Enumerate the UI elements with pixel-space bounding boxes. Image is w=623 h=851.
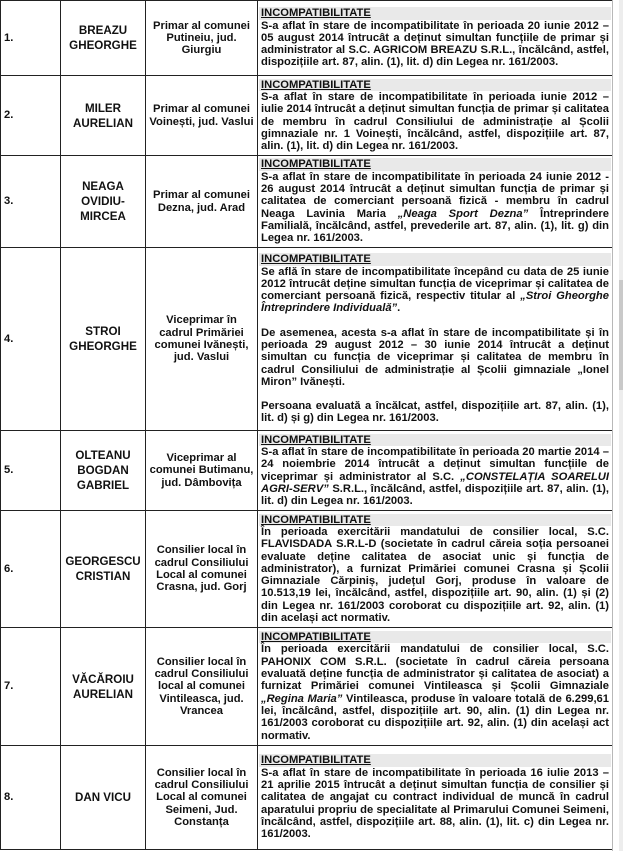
firm-name: „Stroi Gheorghe Întreprindere Individuală” <box>261 290 609 315</box>
firm-name: „Neaga Sport Dezna” <box>397 207 529 220</box>
row-number: 2. <box>1 76 61 156</box>
table-row <box>1 1 613 76</box>
finding-cell <box>258 248 613 431</box>
person-name: NEAGA OVIDIU-MIRCEA <box>61 156 146 248</box>
row-number: 4. <box>1 248 61 431</box>
finding-paragraph-1: Se află în stare de incompatibilitate începând cu data de 25 iunie 2012 întrucât deține simultan funcția de viceprimar și calitatea de comerciant persoană fizică, respectiv titular al „Stroi Gheorghe Întreprindere Individuală”. <box>261 265 609 315</box>
finding-title: INCOMPATIBILITATE <box>259 158 611 170</box>
person-name: STROI GHEORGHE <box>61 248 146 431</box>
finding-cell <box>258 431 613 511</box>
school-name: „Regina Maria” <box>261 692 343 705</box>
person-function: Primar al comunei Putineiu, jud. Giurgiu <box>146 1 258 76</box>
finding-paragraph-2: De asemenea, acesta s-a aflat în stare de incompatibilitate și în perioada 29 august 2012 – 30 iunie 2014 întrucât a deținut simultan cu funcția de viceprimar și calitatea de membru în cadrul Consiliului de administrație al Școlii gimnaziale „Ionel Miron” Ivănești. <box>261 326 609 388</box>
table-row <box>1 628 613 746</box>
finding-text: S-a aflat în stare de incompatibilitate în perioada 20 martie 2014 – 24 noiembrie 2014 întrucât a deținut simultan funcțiile de viceprimar și administrator al S.C. „CONSTELAȚIA SOARELUI AGRI-SERV” S.R.L., încălcând, astfel, dispozițiile art. 87, alin. (1), lit. d) din Legea nr. 161/2003. <box>261 445 609 508</box>
finding-title: INCOMPATIBILITATE <box>259 79 611 91</box>
row-number: 8. <box>1 746 61 850</box>
firm-name: „CONSTELAȚIA SOARELUI AGRI-SERV” <box>261 470 609 495</box>
person-function: Consilier local în cadrul Consiliului Local al comunei Crasna, jud. Gorj <box>146 511 258 628</box>
finding-title: INCOMPATIBILITATE <box>259 253 611 265</box>
row-number: 1. <box>1 1 61 76</box>
window-edge <box>619 0 623 851</box>
table-row <box>1 76 613 156</box>
row-number: 7. <box>1 628 61 746</box>
finding-cell <box>258 628 613 746</box>
table-row <box>1 431 613 511</box>
finding-text: În perioada exercitării mandatului de consilier local, S.C. PAHONIX COM S.R.L. (societate în cadrul căreia persoana evaluată deține funcția de administrator și calitatea de asociat) a furnizat Primăriei comunei Vintileasca și Școlii Gimnaziale „Regina Maria” Vintileasca, produse în valoare totală de 6.299,61 lei, încălcând, astfel, dispozițiile art. 90, alin. (1) din Legea nr. 161/2003 coroborat cu dispozițiile art. 92, alin. (1) din același act normativ. <box>261 643 609 742</box>
table-row <box>1 248 613 431</box>
person-name: MILER AURELIAN <box>61 76 146 156</box>
person-function: Consilier local în cadrul Consiliului Local al comunei Seimeni, Jud. Constanța <box>146 746 258 850</box>
table-row <box>1 156 613 248</box>
finding-cell <box>258 76 613 156</box>
finding-cell <box>258 511 613 628</box>
finding-cell <box>258 1 613 76</box>
finding-title: INCOMPATIBILITATE <box>259 631 611 643</box>
row-number: 3. <box>1 156 61 248</box>
finding-title: INCOMPATIBILITATE <box>259 754 611 766</box>
finding-title: INCOMPATIBILITATE <box>259 434 611 446</box>
finding-text: S-a aflat în stare de incompatibilitate în perioada iunie 2012 – iulie 2014 întrucât a deținut simultan funcția de primar și calitatea de membru în cadrul Consiliului de administrație al Școlii gimnaziale nr. 1 Voinești, încălcând, astfel, dispozițiile art. 87, alin. (1), lit. d) din Legea nr. 161/2003. <box>261 90 609 153</box>
person-function: Viceprimar în cadrul Primăriei comunei Ivănești, jud. Vaslui <box>146 248 258 431</box>
person-name: VĂCĂROIU AURELIAN <box>61 628 146 746</box>
person-name: BREAZU GHEORGHE <box>61 1 146 76</box>
finding-title: INCOMPATIBILITATE <box>259 514 611 526</box>
finding-cell <box>258 156 613 248</box>
person-function: Primar al comunei Dezna, jud. Arad <box>146 156 258 248</box>
finding-cell <box>258 746 613 850</box>
table-row <box>1 746 613 850</box>
table-row <box>1 511 613 628</box>
row-number: 6. <box>1 511 61 628</box>
finding-paragraph-3: Persoana evaluată a încălcat, astfel, dispozițiile art. 87, alin. (1), lit. d) și g) din Legea nr. 161/2003. <box>261 400 609 425</box>
person-name: OLTEANU BOGDAN GABRIEL <box>61 431 146 511</box>
scroll-thumb[interactable] <box>619 280 623 390</box>
finding-text: S-a aflat în stare de incompatibilitate în perioada 24 iunie 2012 - 26 august 2014 întrucât a deținut simultan funcția de primar și calitatea de comerciant persoană fizică - membru în cadrul Neaga Lavinia Maria „Neaga Sport Dezna” Întreprindere Familială, încălcând, astfel, prevederile art. 87, alin. (1), lit. g) din Legea nr. 161/2003. <box>261 170 609 245</box>
person-function: Consilier local în cadrul Consiliului local al comunei Vintileasca, jud. Vrancea <box>146 628 258 746</box>
row-number: 5. <box>1 431 61 511</box>
finding-title: INCOMPATIBILITATE <box>259 7 611 19</box>
person-name: GEORGESCU CRISTIAN <box>61 511 146 628</box>
finding-text: În perioada exercitării mandatului de consilier local, S.C. FLAVISDADA S.R.L-D (societate în cadrul căreia soția persoanei evaluate deține calitatea de asociat unic și funcția de administrator), a furnizat Primăriei comunei Crasna și Școlii Gimnaziale Cărpiniș, județul Gorj, produse în valoare de 10.513,19 lei, încălcând, astfel, dispozițiile art. 90, alin. (1) și (2) din Legea nr. 161/2003 coroborat cu dispozițiile art. 92, alin. (1) din același act normativ. <box>261 525 609 625</box>
finding-text: S-a aflat în stare de incompatibilitate în perioada 20 iunie 2012 – 05 august 2014 întrucât a deținut simultan funcțiile de primar și administrator al S.C. AGRICOM BREAZU S.R.L., încălcând, astfel, dispozițiile art. 87, alin. (1), lit. d) din Legea nr. 161/2003. <box>261 19 609 69</box>
finding-text: S-a aflat în stare de incompatibilitate în perioada 16 iulie 2013 – 21 aprilie 2015 întrucât a deținut simultan funcția de consilier și calitatea de angajat cu contract individual de muncă în cadrul aparatului propriu de specialitate al Primarului Comunei Seimeni, încălcând, astfel, dispozițiile art. 88, alin. (1), lit. c) din Legea nr. 161/2003. <box>261 766 609 841</box>
person-function: Primar al comunei Voinești, jud. Vaslui <box>146 76 258 156</box>
person-name: DAN VICU <box>61 746 146 850</box>
person-function: Viceprimar al comunei Butimanu, jud. Dâmbovița <box>146 431 258 511</box>
